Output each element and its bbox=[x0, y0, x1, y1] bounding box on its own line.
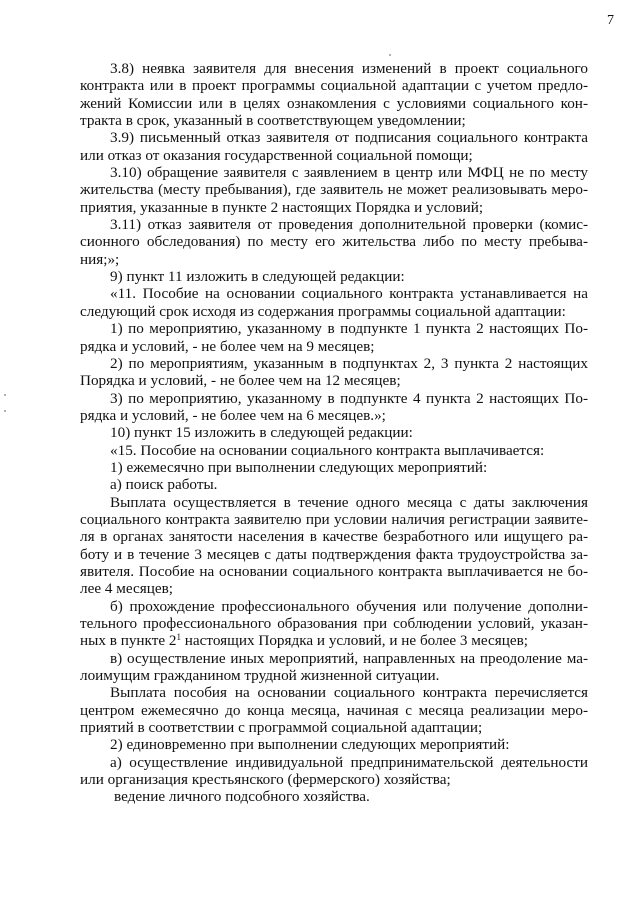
paragraph-clause-15-1b bbox=[80, 598, 588, 650]
paragraph-clause-15-2a: а) осуществление индивидуальной предпринимательской деятельности или организация крестьянского (фермерского) хозяйства; bbox=[80, 753, 588, 789]
paragraph-3-8: 3.8) неявка заявителя для внесения изменений в проект социального контракта или в проект программы социальной адаптации с учетом предложений Комиссии или в целях ознакомления с условиями социального контракта в срок, указанный в соответствующем уведомлении; bbox=[80, 60, 588, 130]
paragraph-clause-15-1: 1) ежемесячно при выполнении следующих мероприятий: bbox=[110, 458, 488, 476]
paragraph-clause-11: «11. Пособие на основании социального контракта устанавливается на следующий срок исходя из содержания программы социальной адаптации: bbox=[80, 285, 588, 320]
paragraph-3-10: 3.10) обращение заявителя с заявлением в центр или МФЦ не по месту жительства (месту пребывания), где заявитель не может реализовывать мероприятия, указанные в пункте 2 настоящих Порядка и условий; bbox=[80, 164, 588, 216]
document-body bbox=[80, 60, 588, 806]
paragraph-clause-15-1a: а) поиск работы. bbox=[110, 476, 218, 494]
paragraph-clause-15: «15. Пособие на основании социального контракта выплачивается: bbox=[110, 441, 545, 459]
paragraph-payment-terms: Выплата осуществляется в течение одного месяца с даты заключения социального контракта заявителю при условии наличия регистрации заявителя в органах занятости населения в качестве безработного или ищущего работу и в течение 3 месяцев с даты подтверждения факта трудоустройства заявителя. Пособие на основании социального контракта выплачивается не более 4 месяцев; bbox=[80, 493, 588, 598]
paragraph-item-10: 10) пункт 15 изложить в следующей редакции: bbox=[110, 424, 413, 442]
paragraph-b-text-end: настоящих Порядка и условий, и не более 3 месяцев; bbox=[181, 632, 529, 650]
scan-speck bbox=[389, 54, 391, 56]
paragraph-b-text: б) прохождение профессионального обучения или получение дополнительного профессионального образования при соблюдении условий, указанных в пункте 2 bbox=[80, 597, 588, 650]
paragraph-payment-transfer: Выплата пособия на основании социального контракта перечисляется центром ежемесячно до конца месяца, начиная с месяца реализации мероприятий в соответствии с программой социальной адаптации; bbox=[80, 684, 588, 737]
scan-speck bbox=[4, 394, 6, 396]
paragraph-clause-11-3: 3) по мероприятию, указанному в подпункте 4 пункта 2 настоящих Порядка и условий, - не более чем на 6 месяцев.»; bbox=[80, 389, 588, 424]
superscript-index: 1 bbox=[176, 632, 181, 643]
paragraph-clause-15-2: 2) единовременно при выполнении следующих мероприятий: bbox=[110, 736, 510, 754]
scan-speck bbox=[4, 410, 6, 412]
paragraph-clause-11-2: 2) по мероприятиям, указанным в подпунктах 2, 3 пункта 2 настоящих Порядка и условий, - не более чем на 12 месяцев; bbox=[80, 354, 588, 390]
page-number: 7 bbox=[607, 13, 614, 28]
paragraph-3-9: 3.9) письменный отказ заявителя от подписания социального контракта или отказ от оказания государственной социальной помощи; bbox=[80, 129, 588, 164]
paragraph-item-9: 9) пункт 11 изложить в следующей редакции: bbox=[110, 268, 405, 286]
paragraph-clause-15-1c: в) осуществление иных мероприятий, направленных на преодоление малоимущим гражданином трудной жизненной ситуации. bbox=[80, 649, 588, 685]
paragraph-clause-11-1: 1) по мероприятию, указанному в подпункте 1 пункта 2 настоящих Порядка и условий, - не более чем на 9 месяцев; bbox=[80, 320, 588, 355]
paragraph-3-11: 3.11) отказ заявителя от проведения дополнительной проверки (комиссионного обследования) по месту его жительства либо по месту пребывания;»; bbox=[80, 216, 588, 268]
paragraph-subsistence-farming: ведение личного подсобного хозяйства. bbox=[114, 788, 370, 806]
